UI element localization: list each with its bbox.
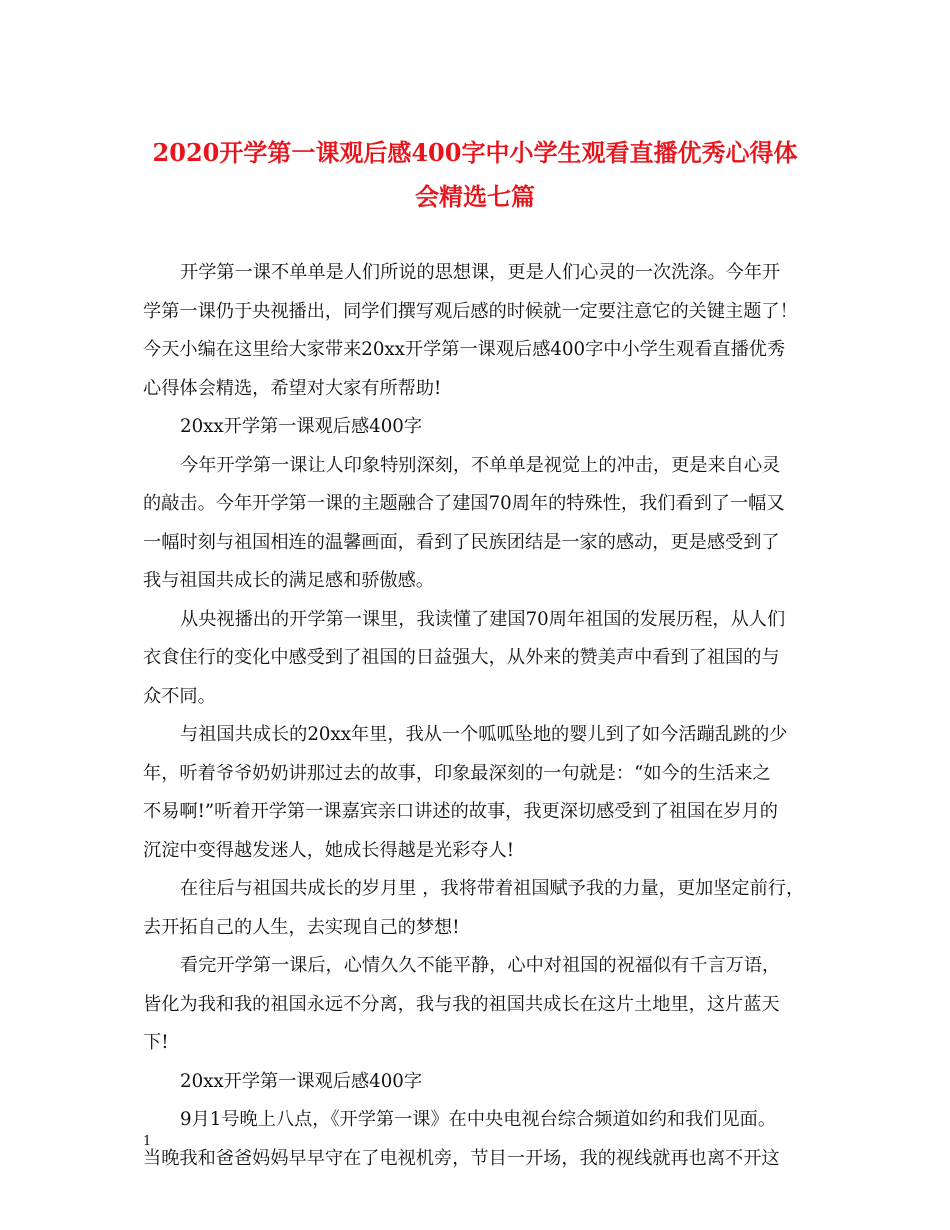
text-line: 今天小编在这里给大家带来20xx开学第一课观后感400字中小学生观看直播优秀 [143, 339, 786, 360]
section-heading: 20xx开学第一课观后感400字 [180, 416, 423, 437]
text-line: 从央视播出的开学第一课里，我读懂了建国70周年祖国的发展历程，从人们 [180, 608, 786, 630]
text-line: 年，听着爷爷奶奶讲那过去的故事，印象最深刻的一句就是：“如今的生活来之 [143, 762, 771, 784]
page-number: 1 [143, 1134, 152, 1149]
text-line: 下! [143, 1032, 169, 1053]
document-title-line-1: 2020开学第一课观后感400字中小学生观看直播优秀心得体 [152, 138, 798, 167]
text-line: 今年开学第一课让人印象特别深刻，不单单是视觉上的冲击，更是来自心灵 [180, 454, 781, 476]
text-line: 与祖国共成长的20xx年里，我从一个呱呱坠地的婴儿到了如今活蹦乱跳的少 [180, 724, 788, 745]
text-line: 在往后与祖国共成长的岁月里 ，我将带着祖国赋予我的力量，更加坚定前行， [180, 878, 805, 899]
text-line: 的敲击。今年开学第一课的主题融合了建国70周年的特殊性，我们看到了一幅又 [143, 493, 785, 514]
text-line: 去开拓自己的人生，去实现自己的梦想! [143, 916, 460, 938]
text-line: 一幅时刻与祖国相连的温馨画面，看到了民族团结是一家的感动，更是感受到了 [143, 531, 780, 553]
text-line: 皆化为我和我的祖国永远不分离，我与我的祖国共成长在这片土地里，这片蓝天 [143, 993, 780, 1015]
text-line: 不易啊!”听着开学第一课嘉宾亲口讲述的故事，我更深切感受到了祖国在岁月的 [143, 801, 778, 822]
text-line: 心得体会精选，希望对大家有所帮助! [143, 377, 442, 399]
document-body [143, 254, 823, 1178]
text-line: 衣食住行的变化中感受到了祖国的日益强大，从外来的赞美声中看到了祖国的与 [143, 647, 780, 668]
text-line: 众不同。 [143, 685, 216, 707]
section-heading: 20xx开学第一课观后感400字 [180, 1070, 423, 1092]
text-line: 沉淀中变得越发迷人，她成长得越是光彩夺人! [143, 839, 515, 861]
text-line: 当晚我和爸爸妈妈早早守在了电视机旁，节目一开场，我的视线就再也离不开这 [143, 1147, 780, 1169]
document-title-line-2: 会精选七篇 [415, 182, 535, 211]
text-line: 9月1号晚上八点，《开学第一课》在中央电视台综合频道如约和我们见面。 [180, 1109, 777, 1130]
text-line: 看完开学第一课后，心情久久不能平静，心中对祖国的祝福似有千言万语， [180, 955, 781, 976]
text-line: 我与祖国共成长的满足感和骄傲感。 [143, 570, 435, 591]
text-line: 开学第一课不单单是人们所说的思想课，更是人们心灵的一次洗涤。今年开 [180, 262, 781, 283]
text-line: 学第一课仍于央视播出，同学们撰写观后感的时候就一定要注意它的关键主题了！ [143, 300, 798, 322]
